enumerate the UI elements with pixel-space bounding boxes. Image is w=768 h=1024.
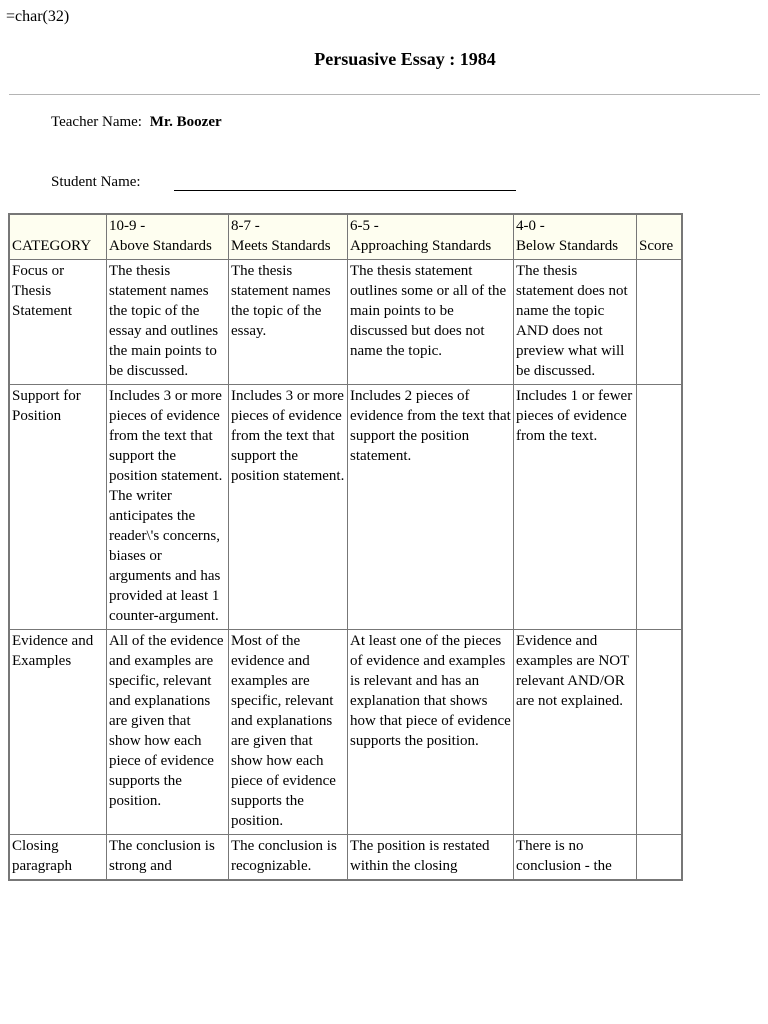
- row-cell: Most of the evidence and examples are specific, relevant and explanations are given that show how each piece of evidence supports the position.: [229, 630, 348, 835]
- header-level-above: [107, 214, 229, 260]
- row-cell: Includes 3 or more pieces of evidence from the text that support the position statement. The writer anticipates the reader\'s concerns, biases or arguments and has provided at least 1 counter-argument.: [107, 385, 229, 630]
- row-score-cell: [637, 385, 683, 630]
- header-level-label: Meets Standards: [231, 238, 331, 254]
- header-level-meets: [229, 214, 348, 260]
- header-level-score: 4-0 -: [516, 218, 545, 234]
- rubric-table: [8, 213, 683, 881]
- row-score-cell: [637, 835, 683, 881]
- title-divider: [9, 94, 760, 95]
- header-level-score: 6-5 -: [350, 218, 379, 234]
- row-cell: The thesis statement outlines some or all of the main points to be discussed but does not name the topic.: [348, 260, 514, 385]
- page-title: Persuasive Essay : 1984: [314, 49, 496, 69]
- top-code-text: =char(32): [6, 8, 70, 25]
- rubric-header-row: [9, 214, 682, 260]
- rubric-row-support: [9, 385, 682, 630]
- row-cell: There is no conclusion - the: [514, 835, 637, 881]
- row-cell: The position is restated within the closing: [348, 835, 514, 881]
- row-category: Support for Position: [9, 385, 107, 630]
- row-cell: Evidence and examples are NOT relevant AND/OR are not explained.: [514, 630, 637, 835]
- row-score-cell: [637, 260, 683, 385]
- rubric-row-evidence: [9, 630, 682, 835]
- row-cell: Includes 1 or fewer pieces of evidence from the text.: [514, 385, 637, 630]
- teacher-name-label: Teacher Name:: [51, 114, 142, 130]
- row-cell: The thesis statement names the topic of the essay and outlines the main points to be discussed.: [107, 260, 229, 385]
- header-level-label: Above Standards: [109, 238, 212, 254]
- student-name-label: Student Name:: [51, 174, 141, 190]
- row-category: Closing paragraph: [9, 835, 107, 881]
- row-cell: All of the evidence and examples are specific, relevant and explanations are given that show how each piece of evidence supports the position.: [107, 630, 229, 835]
- header-level-score: 8-7 -: [231, 218, 260, 234]
- rubric-row-closing: [9, 835, 682, 881]
- header-level-label: Below Standards: [516, 238, 619, 254]
- header-score: Score: [637, 214, 683, 260]
- student-name-blank: [174, 190, 516, 191]
- rubric-row-focus: [9, 260, 682, 385]
- row-cell: The conclusion is strong and: [107, 835, 229, 881]
- header-category: CATEGORY: [9, 214, 107, 260]
- row-category: Focus or Thesis Statement: [9, 260, 107, 385]
- row-score-cell: [637, 630, 683, 835]
- header-level-below: [514, 214, 637, 260]
- header-level-label: Approaching Standards: [350, 238, 492, 254]
- row-cell: The conclusion is recognizable.: [229, 835, 348, 881]
- header-level-score: 10-9 -: [109, 218, 146, 234]
- row-cell: Includes 3 or more pieces of evidence from the text that support the position statement.: [229, 385, 348, 630]
- row-cell: At least one of the pieces of evidence and examples is relevant and has an explanation that shows how that piece of evidence supports the position.: [348, 630, 514, 835]
- header-level-approaching: [348, 214, 514, 260]
- teacher-name-value: Mr. Boozer: [149, 114, 222, 130]
- row-cell: The thesis statement names the topic of the essay.: [229, 260, 348, 385]
- row-category: Evidence and Examples: [9, 630, 107, 835]
- teacher-name-line: [51, 114, 222, 131]
- row-cell: Includes 2 pieces of evidence from the text that support the position statement.: [348, 385, 514, 630]
- row-cell: The thesis statement does not name the topic AND does not preview what will be discussed.: [514, 260, 637, 385]
